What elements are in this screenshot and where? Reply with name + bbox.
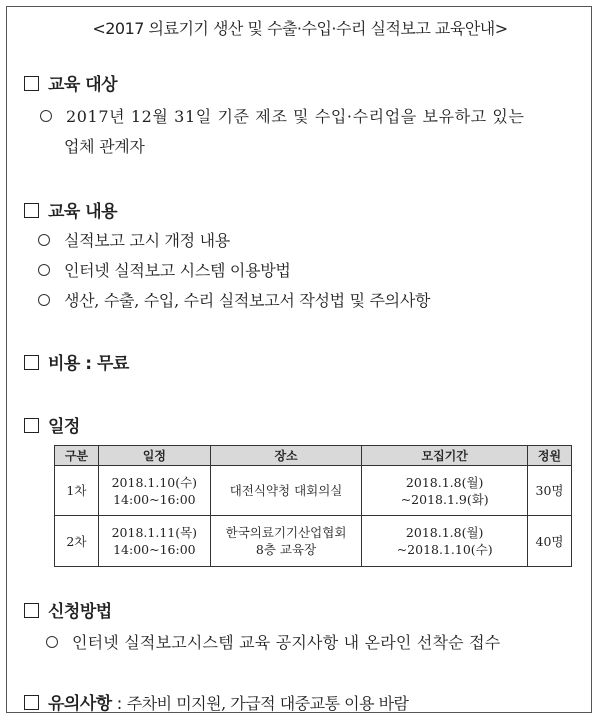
header-capacity: 정원 (528, 446, 572, 466)
header-division: 구분 (55, 446, 99, 466)
section-target-heading: 교육 대상 (24, 70, 117, 95)
notes-text: 주차비 미지원, 가급적 대중교통 이용 바람 (126, 694, 409, 713)
cell-date: 2018.1.10(수) 14:00~16:00 (98, 466, 210, 516)
apply-line: 인터넷 실적보고시스템 교육 공지사항 내 온라인 선착순 접수 (46, 630, 500, 653)
cell-capacity: 40명 (528, 516, 572, 567)
checkbox-square-icon (24, 76, 39, 91)
circle-bullet-icon (46, 636, 58, 648)
cell-date: 2018.1.11(목) 14:00~16:00 (98, 516, 210, 567)
cell-recruit-period: 2018.1.8(월) ~2018.1.10(수) (362, 516, 528, 567)
circle-bullet-icon (38, 294, 50, 306)
checkbox-square-icon (24, 203, 39, 218)
table-header-row (55, 446, 572, 466)
schedule-table (54, 445, 572, 567)
table-row (55, 466, 572, 516)
checkbox-square-icon (24, 603, 39, 618)
target-line-1: 2017년 12월 31일 기준 제조 및 수입·수리업을 보유하고 있는 (40, 104, 525, 127)
section-cost-heading: 비용 : 무료 (24, 349, 129, 374)
checkbox-square-icon (24, 355, 39, 370)
section-schedule-heading: 일정 (24, 412, 80, 437)
cell-recruit-period: 2018.1.8(월) ~2018.1.9(화) (362, 466, 528, 516)
table-row (55, 516, 572, 567)
section-content-heading: 교육 내용 (24, 197, 117, 222)
cell-venue: 한국의료기기산업협회 8층 교육장 (210, 516, 362, 567)
cell-division: 2차 (55, 516, 99, 567)
section-apply-heading: 신청방법 (24, 597, 112, 622)
checkbox-square-icon (24, 418, 39, 433)
circle-bullet-icon (38, 264, 50, 276)
content-item-1: 실적보고 고시 개정 내용 (38, 228, 230, 251)
document-title: <2017 의료기기 생산 및 수출·수입·수리 실적보고 교육안내> (92, 19, 508, 38)
checkbox-square-icon (24, 695, 39, 710)
circle-bullet-icon (38, 234, 50, 246)
header-venue: 장소 (210, 446, 362, 466)
content-item-2: 인터넷 실적보고 시스템 이용방법 (38, 258, 291, 281)
cell-division: 1차 (55, 466, 99, 516)
header-date: 일정 (98, 446, 210, 466)
header-recruit-period: 모집기간 (362, 446, 528, 466)
cell-venue: 대전식약청 대회의실 (210, 466, 362, 516)
cell-capacity: 30명 (528, 466, 572, 516)
target-line-2: 업체 관계자 (64, 137, 145, 156)
circle-bullet-icon (40, 110, 52, 122)
content-item-3: 생산, 수출, 수입, 수리 실적보고서 작성법 및 주의사항 (38, 288, 430, 311)
section-notes-heading: 유의사항 : 주차비 미지원, 가급적 대중교통 이용 바람 (24, 689, 409, 714)
